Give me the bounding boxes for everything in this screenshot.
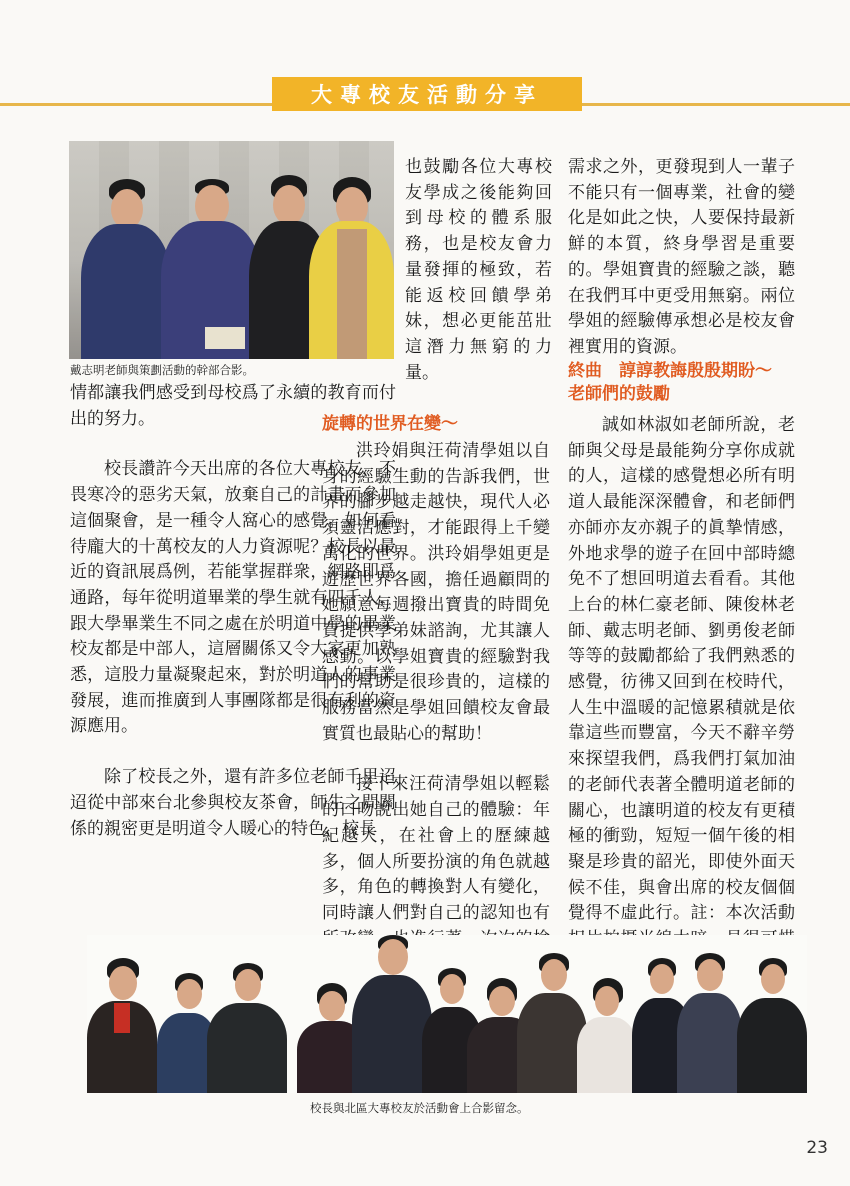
column-1-intro: 情都讓我們感受到母校爲了永續的教育而付出的努力。 bbox=[70, 383, 396, 429]
column-2-paragraph-0: 也鼓勵各位大專校友學成之後能夠回到母校的體系服務，也是校友會力量發揮的極致，若能返校回饋學弟妹，想必更能茁壯這潛力無窮的力量。 bbox=[405, 157, 552, 383]
bottom-photo-caption: 校長與北區大專校友於活動會上合影留念。 bbox=[310, 1101, 529, 1115]
section-title: 大專校友活動分享 bbox=[311, 83, 543, 107]
section-header bbox=[272, 77, 582, 111]
section-heading-teachers bbox=[568, 360, 808, 406]
column-3-paragraph-1: 誠如林淑如老師所說，老師與父母是最能夠分享你成就的人，這樣的感覺想必所有明道人最能深深體會，和老師們亦師亦友亦親子的眞摯情感，外地求學的遊子在回中部時總免不了想回明道去看看。其他上台的林仁豪老師、陳俊林老師、戴志明老師、劉勇俊老師等等的鼓勵都給了我們熟悉的感覺，彷彿又回到在校時代，人生中溫暖的記憶累積就是依靠這些而豐富，今天不辭辛勞來探望我們，爲我們打氣加油的老師代表著全體明道老師的關心，也讓明道的校友有更積極的衝勁，短短一個午後的相聚是珍貴的韶光，即使外面天候不佳，與會出席的校友個個覺得不虛此行。註：本次活動 bbox=[568, 415, 795, 924]
column-2 bbox=[322, 439, 550, 978]
column-2-paragraph-2: 接下來汪荷清學姐以輕鬆的口吻說出她自己的體驗：年紀越大，在社會上的歷練越多，個人所要扮演的角色就越多，角色的轉換對人有變化，同時讓人們對自己的認知也有 bbox=[322, 774, 550, 923]
column-3-top bbox=[568, 155, 795, 361]
page-number: 23 bbox=[806, 1138, 828, 1158]
top-photo-caption: 戴志明老師與策劃活動的幹部合影。 bbox=[70, 363, 254, 377]
column-1-paragraph-2: 除了校長之外，還有許多位老師千里迢迢從中部來台北參與校友茶會，師生之間關係的親密更是明道令人暖心的特色，校長 bbox=[70, 767, 396, 839]
alumni-group-photo bbox=[87, 935, 807, 1093]
section-heading-teachers-line-2: 老師們的鼓勵 bbox=[568, 384, 670, 404]
section-heading-teachers-line-1: 終曲 諄諄教誨殷殷期盼～ bbox=[568, 361, 772, 381]
column-1-paragraph-1: 校長讚許今天出席的各位大專校友，不畏寒冷的惡劣天氣，放棄自己的計畫而參加這個聚會，是一種令人窩心的感覺。如何看待龐大的十萬校友的人力資源呢？校長以最近的資訊展爲例，若能掌握群衆，網路即爲通路，每年從明道畢業的學生就有四千人，跟大學畢業生不同之處在於明道中學的畢業校友都是中部人，這層關係又令大家更加熟悉，這股力量凝聚起來，對於明道人的事業發展，進而推廣到人事團隊都是很有利的資源應用。 bbox=[70, 459, 396, 737]
column-2-top bbox=[405, 155, 552, 386]
column-2-paragraph-1: 洪玲娟與汪荷清學姐以自身的經驗生動的告訴我們，世界的腳步越走越快，現代人必須靈活應對，才能跟得上千變萬化的世界。洪玲娟學姐更是遊歷世界各國，擔任過顧問的她願意每週撥出寶貴的時間免費提供學弟妹諮詢，尤其讓人感動。以學姐寶貴的經驗對我們的幫助是很珍貴的，這樣的服務當然是學姐回饋校友會最實質也最貼心的幫助！ bbox=[322, 441, 550, 744]
column-3 bbox=[568, 413, 795, 978]
staff-group-photo bbox=[69, 141, 394, 359]
column-3-paragraph-0: 需求之外，更發現到人一輩子不能只有一個專業，社會的變化是如此之快，人要保持最新鮮的本質，終身學習是重要的。學姐寶貴的經驗之談，聽在我們耳中更受用無窮。兩位學姐的經驗傳承想必是校友會裡實用的資源。 bbox=[568, 157, 795, 357]
section-heading-changing-world: 旋轉的世界在變～ bbox=[322, 414, 458, 434]
